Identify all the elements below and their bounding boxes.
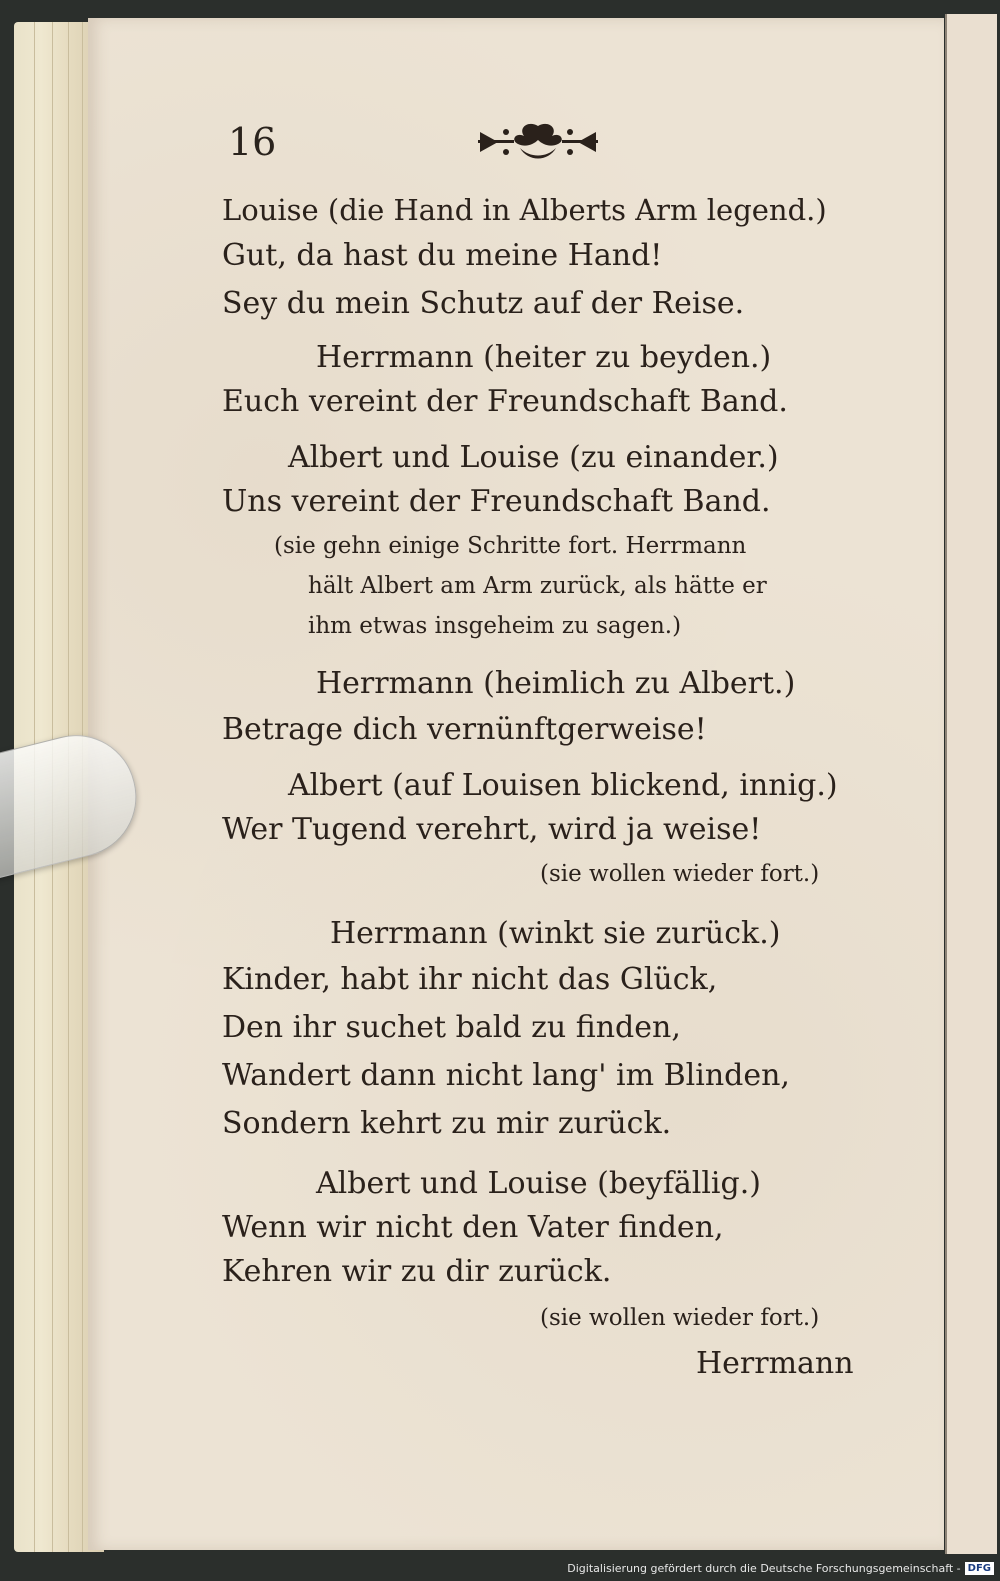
next-page-edge bbox=[945, 14, 997, 1554]
verse-line: Kehren wir zu dir zurück. bbox=[222, 1254, 612, 1289]
stage-direction: hält Albert am Arm zurück, als hätte er bbox=[308, 573, 767, 599]
verse-line: Gut, da hast du meine Hand! bbox=[222, 238, 663, 273]
dfg-logo: DFG bbox=[965, 1562, 994, 1575]
verse-line: Euch vereint der Freundschaft Band. bbox=[222, 384, 788, 419]
verse-line: Kinder, habt ihr nicht das Glück, bbox=[222, 962, 718, 997]
verse-line: Wandert dann nicht lang' im Blinden, bbox=[222, 1058, 790, 1093]
speaker-line: Herrmann (winkt sie zurück.) bbox=[330, 916, 781, 951]
stage-direction: (sie gehn einige Schritte fort. Herrmann bbox=[274, 533, 747, 559]
speaker-line: Herrmann (heimlich zu Albert.) bbox=[316, 666, 796, 701]
book-page bbox=[88, 18, 944, 1550]
catchword: Herrmann bbox=[696, 1346, 854, 1381]
verse-line: Wenn wir nicht den Vater finden, bbox=[222, 1210, 724, 1245]
speaker-line: Louise (die Hand in Alberts Arm legend.) bbox=[222, 193, 827, 227]
stage-direction: ihm etwas insgeheim zu sagen.) bbox=[308, 613, 682, 639]
stage-direction: (sie wollen wieder fort.) bbox=[540, 1305, 820, 1331]
verse-line: Sondern kehrt zu mir zurück. bbox=[222, 1106, 672, 1141]
speaker-line: Albert (auf Louisen blickend, innig.) bbox=[288, 768, 838, 803]
verse-line: Sey du mein Schutz auf der Reise. bbox=[222, 286, 745, 321]
ornament-icon bbox=[476, 118, 601, 170]
speaker-line: Herrmann (heiter zu beyden.) bbox=[316, 340, 772, 375]
stage-direction: (sie wollen wieder fort.) bbox=[540, 861, 820, 887]
page-header bbox=[88, 118, 944, 178]
speaker-line: Albert und Louise (zu einander.) bbox=[288, 440, 779, 475]
page-number: 16 bbox=[228, 120, 277, 164]
footer-credit-text: Digitalisierung gefördert durch die Deutsche Forschungsgemeinschaft - bbox=[567, 1561, 961, 1575]
footer-credit bbox=[567, 1558, 994, 1578]
verse-line: Uns vereint der Freundschaft Band. bbox=[222, 484, 771, 519]
verse-line: Betrage dich vernünftgerweise! bbox=[222, 712, 707, 747]
verse-line: Den ihr suchet bald zu finden, bbox=[222, 1010, 681, 1045]
verse-line: Wer Tugend verehrt, wird ja weise! bbox=[222, 812, 762, 847]
speaker-line: Albert und Louise (beyfällig.) bbox=[316, 1166, 761, 1201]
